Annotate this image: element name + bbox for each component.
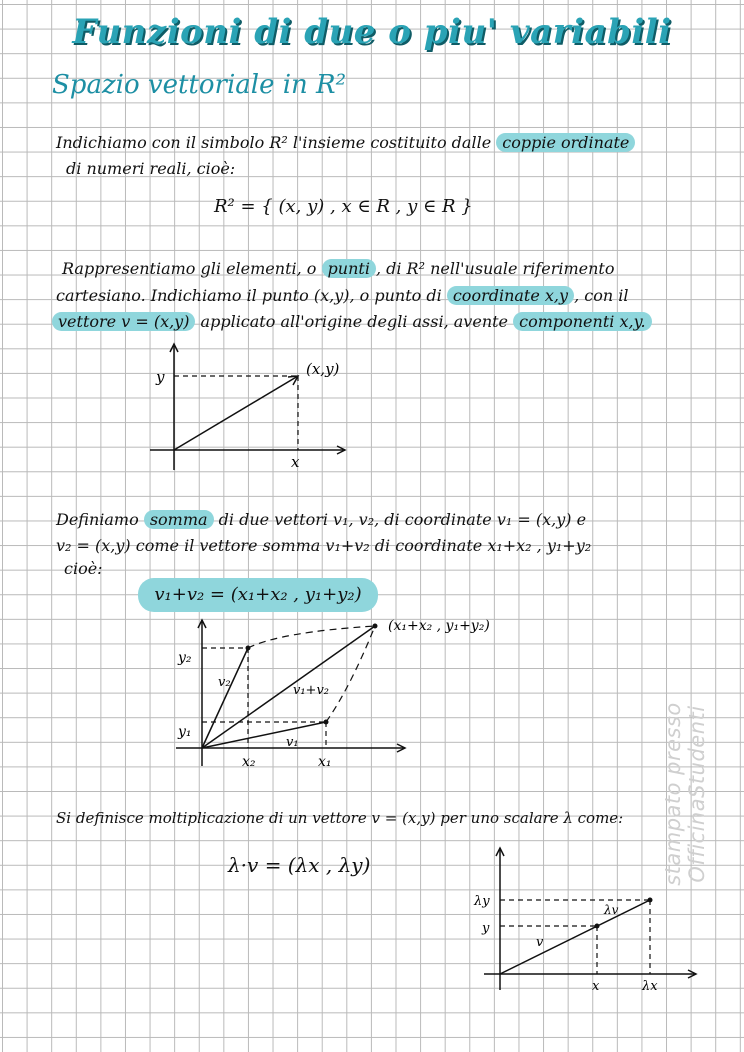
vector-sum-diagram (160, 608, 530, 773)
parallelogram-top (248, 626, 375, 648)
paragraph-1-line-1 (56, 130, 635, 155)
para2-text-a: Rappresentiamo gli elementi, o (62, 259, 317, 278)
y2-tick-label: y₂ (178, 650, 192, 666)
vsum-label: v₁+v₂ (293, 683, 330, 698)
para3-text-a: Definiamo (56, 510, 139, 529)
parallelogram-right (326, 626, 375, 722)
para2-text-c: cartesiano. Indichiamo il punto (x,y), o punto di (56, 286, 442, 305)
vector-v2 (202, 648, 248, 748)
para2-highlight-componenti: componenti x,y. (513, 312, 651, 331)
paragraph-4: Si definisce moltiplicazione di un vettore v = (x,y) per uno scalare λ come: (56, 809, 624, 827)
formula-vector-sum: v₁+v₂ = (x₁+x₂ , y₁+y₂) (138, 578, 378, 612)
v2-label: v₂ (218, 675, 231, 690)
para3-text-b: di due vettori v₁, v₂, di coordinate v₁ = (x,y) e (218, 510, 587, 529)
paragraph-2-line-3 (52, 309, 652, 334)
paragraph-1-line-2: di numeri reali, cioè: (66, 159, 236, 178)
para1-highlight: coppie ordinate (496, 133, 635, 152)
vector-v (174, 376, 298, 450)
para2-text-b: , di R² nell'usuale riferimento (375, 259, 615, 278)
para2-highlight-vettore: vettore v = (x,y) (52, 312, 195, 331)
tip-sum (373, 624, 378, 629)
formula-r2-set: R² = { (x, y) , x ∈ R , y ∈ R } (214, 196, 473, 217)
lambda-v-label: λv (604, 903, 619, 917)
lambda-y-tick-label: λy (474, 894, 490, 909)
page-title: Funzioni di due o piu' variabili (72, 12, 672, 52)
v-label: v (536, 935, 544, 950)
paragraph-2-line-1 (62, 256, 614, 281)
vector-diagram (140, 340, 370, 475)
paragraph-3-line-3: cioè: (64, 559, 103, 578)
para2-text-d: , con il (574, 286, 629, 305)
section-subtitle: Spazio vettoriale in R² (52, 70, 347, 100)
para2-highlight-punti: punti (322, 259, 376, 278)
x-tick-label: x (291, 453, 300, 471)
y-tick-label: y (482, 921, 490, 936)
para2-text-e: applicato all'origine degli assi, avente (200, 312, 509, 331)
paragraph-3-line-2: v₂ = (x,y) come il vettore somma v₁+v₂ di coordinate x₁+x₂ , y₁+y₂ (56, 536, 592, 555)
paragraph-2-line-2 (56, 283, 628, 308)
x2-tick-label: x₂ (242, 754, 256, 770)
v1-label: v₁ (286, 735, 299, 750)
watermark: stampato presso OfficinaStudenti (661, 702, 709, 886)
y-tick-label: y (156, 368, 165, 386)
sum-point-label: (x₁+x₂ , y₁+y₂) (388, 618, 490, 634)
para3-highlight-somma: somma (144, 510, 214, 529)
paragraph-3-line-1 (56, 507, 586, 532)
lambda-x-tick-label: λx (642, 979, 658, 994)
para2-highlight-coordinate: coordinate x,y (447, 286, 574, 305)
vector-lambda-v (500, 900, 650, 974)
x1-tick-label: x₁ (318, 754, 332, 770)
point-label: (x,y) (306, 360, 340, 378)
y1-tick-label: y₁ (178, 724, 192, 740)
x-tick-label: x (592, 979, 600, 994)
para1-text-a: Indichiamo con il simbolo R² l'insieme costituito dalle (56, 133, 492, 152)
formula-scalar-mult: λ·v = (λx , λy) (228, 853, 371, 877)
